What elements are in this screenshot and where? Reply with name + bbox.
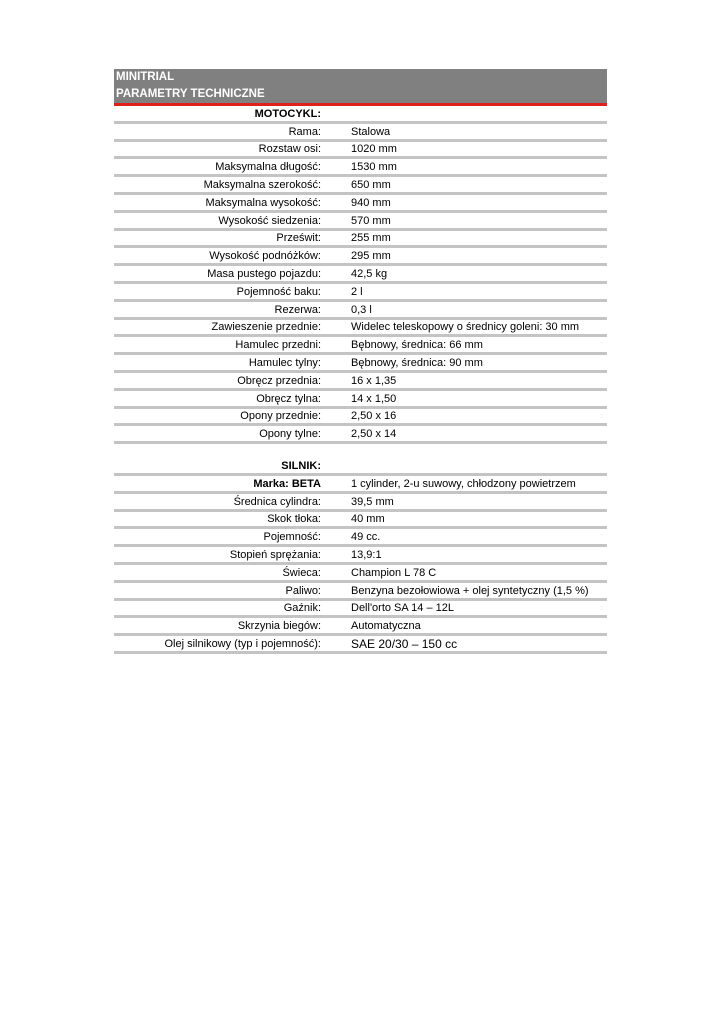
row-value: 42,5 kg [351,267,388,280]
motocykl-rows [114,124,607,444]
table-row [114,320,607,338]
row-label: Opony tylne: [259,428,321,441]
row-value: 1020 mm [351,143,397,156]
row-label: Świeca: [282,566,321,579]
row-label: Stopień sprężania: [229,548,321,561]
row-label: Rezerwa: [274,303,321,316]
row-label: Obręcz przednia: [237,374,321,387]
section-title-row [114,106,607,124]
section-title-motocykl: MOTOCYKL: [254,107,321,120]
row-value: SAE 20/30 – 150 cc [351,636,458,651]
row-value: 40 mm [351,513,385,526]
row-value: 940 mm [351,196,391,209]
row-label: Skok tłoka: [267,513,321,526]
section-title-silnik: SILNIK: [281,459,321,472]
row-value: 16 x 1,35 [351,374,397,387]
row-value: Bębnowy, średnica: 90 mm [351,356,483,369]
table-row [114,583,607,601]
table-row [114,159,607,177]
silnik-rows [114,494,607,654]
row-label: Maksymalna wysokość: [205,196,321,209]
row-value: 1530 mm [351,161,397,174]
row-label: Gaźnik: [283,602,321,615]
table-row [114,355,607,373]
table-row [114,213,607,231]
sheet-header [114,69,607,103]
table-row [114,426,607,444]
spec-sheet [114,69,607,654]
table-row [114,284,607,302]
table-row [114,636,607,654]
row-value: 2,50 x 14 [351,428,397,441]
row-value: Automatyczna [351,620,421,633]
table-row [114,337,607,355]
row-value: Bębnowy, średnica: 66 mm [351,339,483,352]
table-row [114,195,607,213]
header-title: MINITRIAL [116,71,175,83]
table-row [114,476,607,494]
row-label: Zawieszenie przednie: [211,321,321,334]
table-row [114,618,607,636]
row-value: 295 mm [351,250,391,263]
section-gap [114,444,607,458]
table-row [114,266,607,284]
row-label: Średnica cylindra: [233,495,321,508]
table-row [114,124,607,142]
table-row [114,512,607,530]
table-row [114,231,607,249]
header-subtitle: PARAMETRY TECHNICZNE [116,88,265,100]
table-row [114,177,607,195]
table-row [114,391,607,409]
row-label: Pojemność baku: [236,285,321,298]
section-title-row [114,458,607,476]
row-value: 255 mm [351,232,391,245]
row-value: 0,3 l [351,303,372,316]
row-label: Opony przednie: [240,410,321,423]
row-label: Maksymalna długość: [215,161,321,174]
row-value: 650 mm [351,178,391,191]
row-label: Rama: [288,125,321,138]
row-label: Skrzynia biegów: [237,620,321,633]
row-value: Stalowa [351,125,391,138]
row-label: Wysokość podnóżków: [209,250,321,263]
row-label: Obręcz tylna: [256,392,321,405]
row-value: 14 x 1,50 [351,392,397,405]
row-label: Wysokość siedzenia: [218,214,321,227]
row-value: 570 mm [351,214,391,227]
row-value: Benzyna bezołowiowa + olej syntetyczny (1,5 %) [351,584,589,597]
row-label: Paliwo: [285,584,321,597]
row-value: Widelec teleskopowy o średnicy goleni: 30 mm [351,321,580,334]
row-label: Prześwit: [276,232,321,245]
row-value: 39,5 mm [351,495,394,508]
row-label: Masa pustego pojazdu: [207,267,321,280]
table-row [114,529,607,547]
row-label: Hamulec tylny: [248,356,321,369]
row-label: Pojemność: [263,531,321,544]
row-label: Hamulec przedni: [235,339,321,352]
row-value: 1 cylinder, 2-u suwowy, chłodzony powietrzem [351,477,576,490]
table-row [114,547,607,565]
table-row [114,565,607,583]
row-value: 2 l [351,285,363,298]
table-row [114,248,607,266]
row-value: Dell'orto SA 14 – 12L [351,602,455,615]
row-value: 13,9:1 [351,548,382,561]
table-row [114,601,607,619]
table-row [114,409,607,427]
row-label: Maksymalna szerokość: [203,178,321,191]
table-row [114,494,607,512]
row-value: 2,50 x 16 [351,410,397,423]
row-value: 49 cc. [351,531,381,544]
row-label: Marka: BETA [253,477,321,490]
table-row [114,142,607,160]
row-label: Olej silnikowy (typ i pojemność): [164,637,321,650]
row-value: Champion L 78 C [351,566,437,579]
table-row [114,373,607,391]
table-row [114,302,607,320]
row-label: Rozstaw osi: [258,143,321,156]
